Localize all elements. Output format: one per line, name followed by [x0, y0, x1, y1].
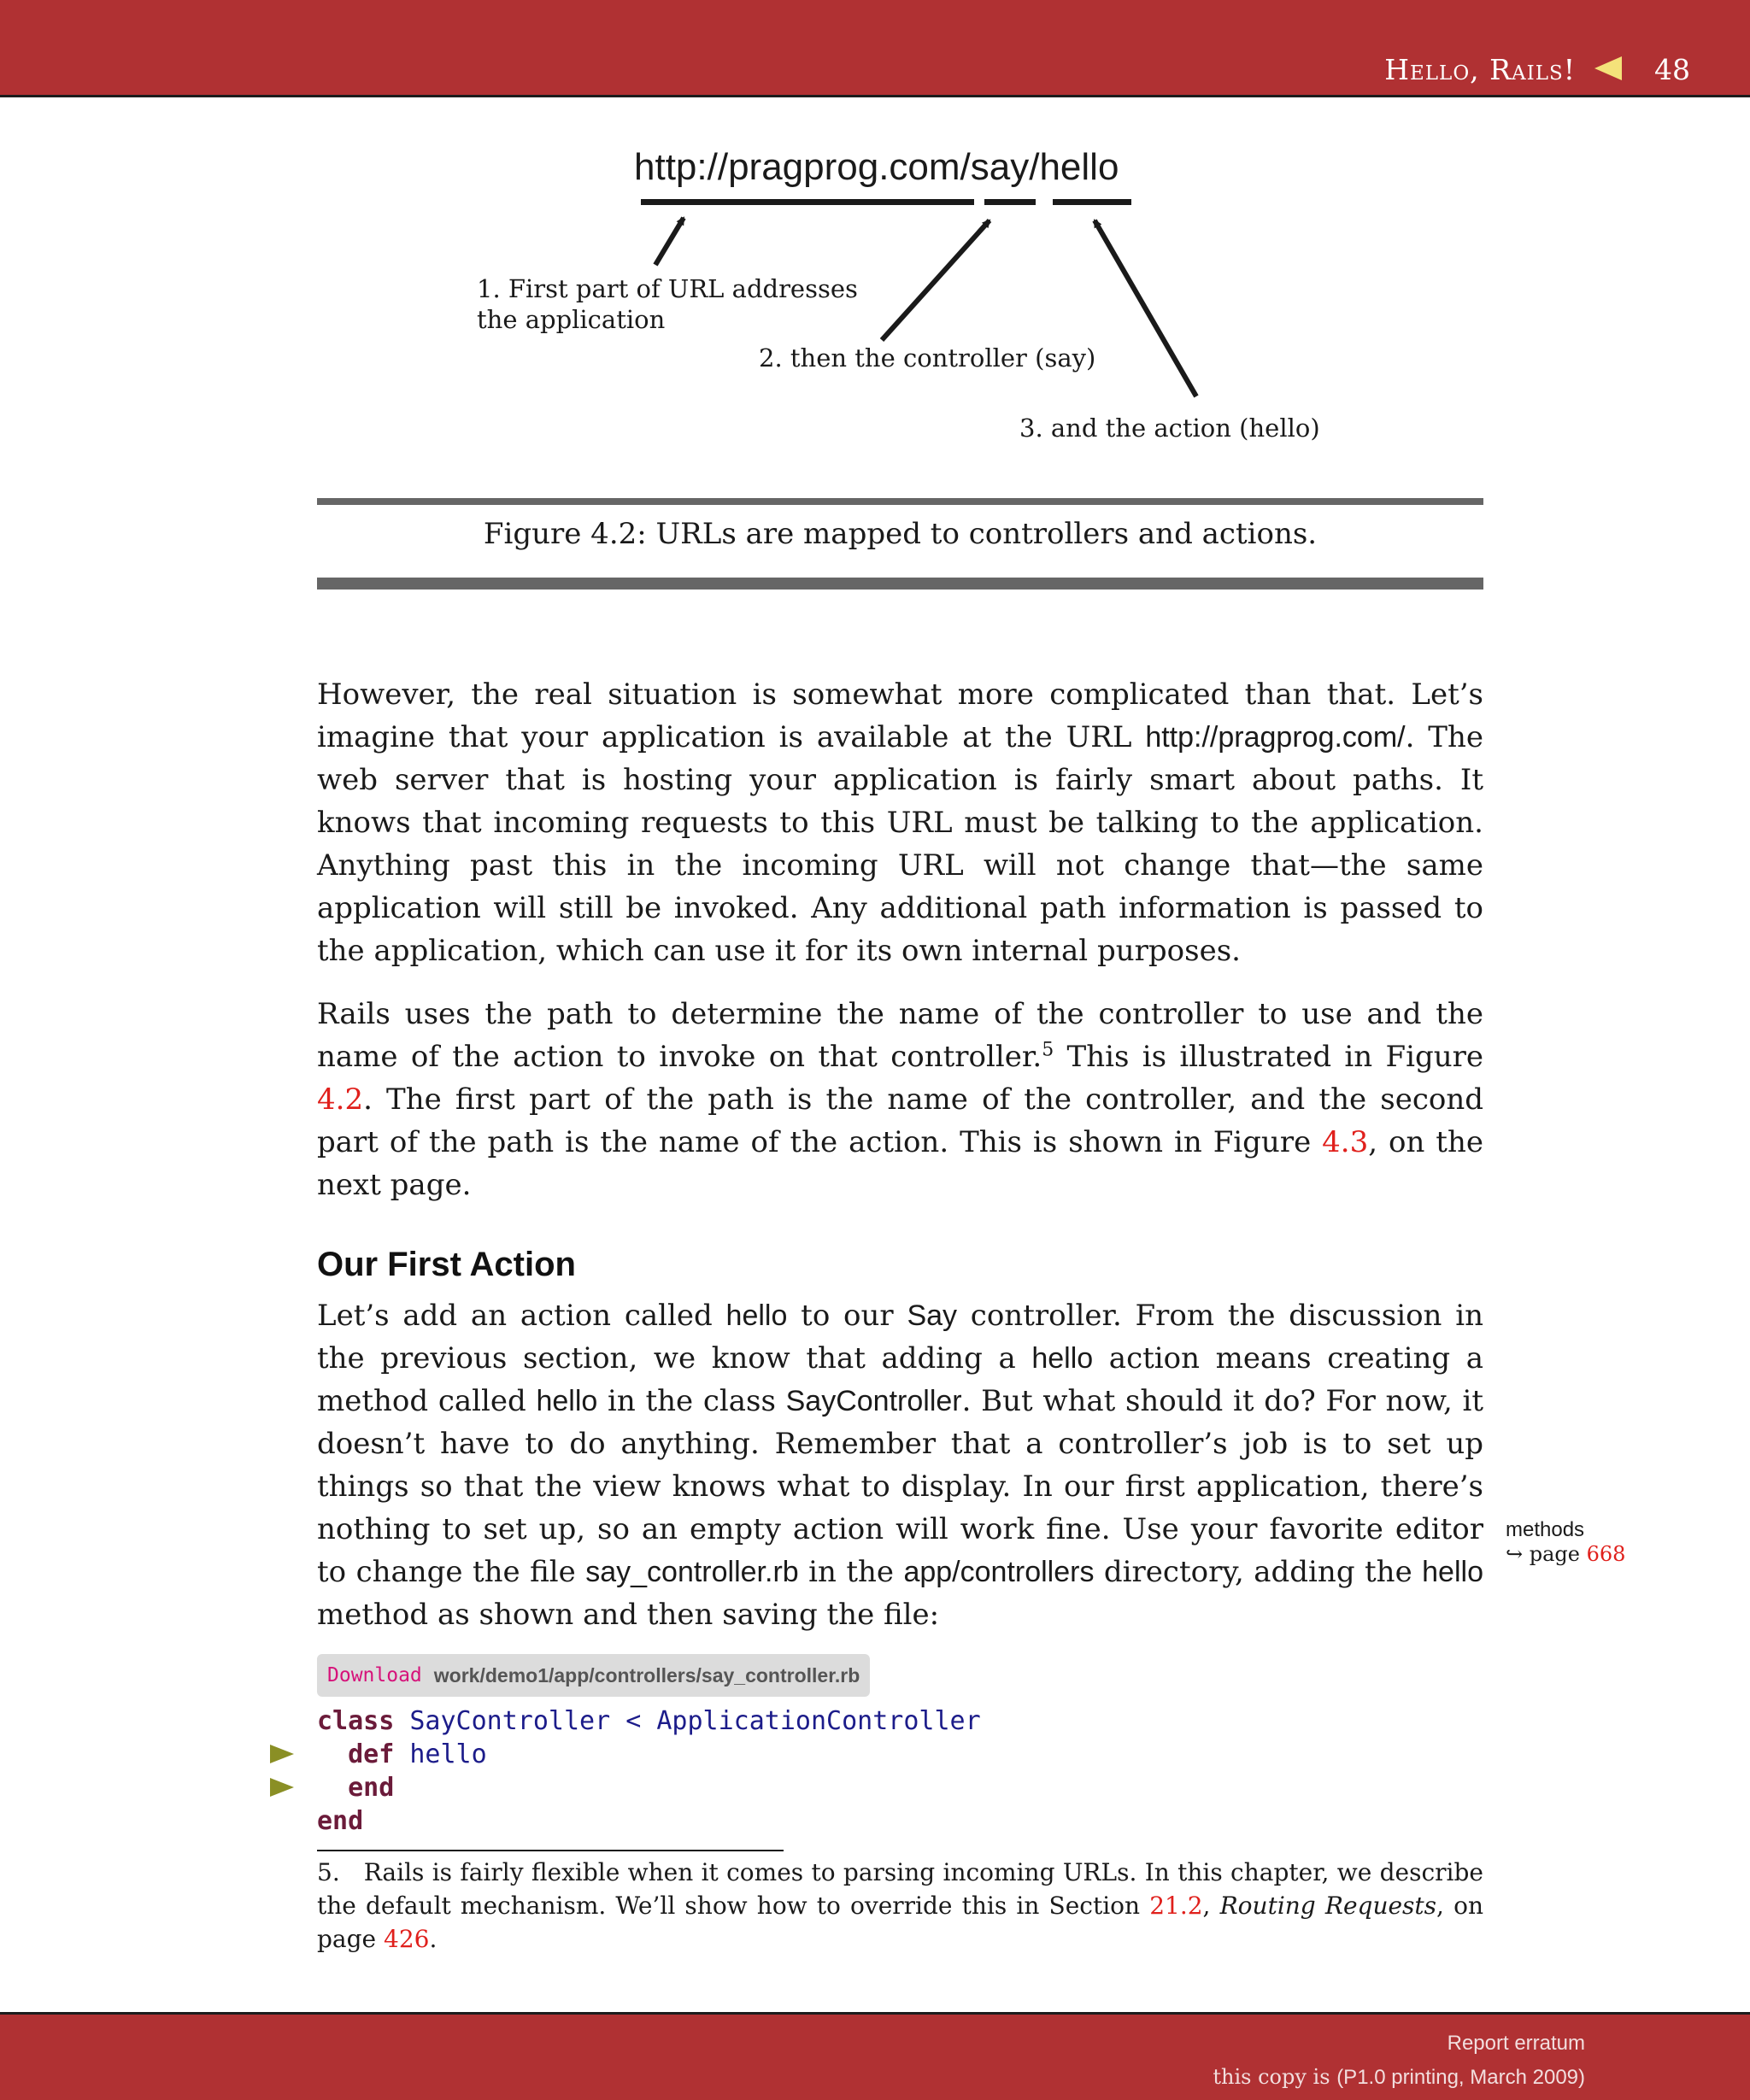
hook-arrow-icon: ↪ — [1506, 1542, 1524, 1566]
page-number: 48 — [1654, 53, 1690, 86]
download-tag[interactable] — [317, 1654, 870, 1697]
changed-line-marker-icon — [270, 1778, 294, 1797]
action-arrow — [1095, 220, 1196, 396]
figure-label-application: 1. First part of URL addresses — [477, 274, 858, 303]
page-426-link[interactable]: 426 — [384, 1925, 430, 1953]
paragraph-3: Let’s add an action called hello to our Say controller. From the discussion in the previous section, we know that adding a hello action means creating a method called hello in the class SayController. But what should it do? For now, it doesn’t have to do anything. Remember that a controller’s job is to set up things so that the view knows what to display. In our first application, there’s nothing to set up, so an empty action will work fine. Use your favorite editor to change the file say_controller.rb in the app/controllers directory, adding the hello method as shown and then saving the file: — [317, 1299, 1483, 1632]
figure-label-application-line2: the application — [477, 305, 666, 334]
inline-url: http://pragprog.com/ — [1145, 721, 1406, 754]
action-part-underline — [1053, 199, 1131, 205]
code-line: class SayController < ApplicationController — [317, 1706, 981, 1736]
margin-note: methods ↪ page 668 — [1506, 1517, 1677, 1567]
chapter-title: Hello, Rails! — [1384, 53, 1576, 86]
paragraph-1: However, the real situation is somewhat more complicated than that. Let’s imagine that your application is available at the URL http://pragprog.com/. The web server that is hosting your application is fairly smart about paths. It knows that incoming requests to this URL must be talking to the application. Anything past this in the incoming URL will not change that—the same application will still be invoked. Any additional path information is passed to the application, which can use it for its own internal purposes. — [317, 678, 1483, 968]
app-part-underline — [641, 199, 974, 205]
page-footer — [0, 2012, 1750, 2100]
figure-4-2-link[interactable]: 4.2 — [317, 1082, 364, 1117]
figure-rule-bottom — [317, 578, 1483, 590]
copy-info: this copy is (P1.0 printing, March 2009) — [1213, 2065, 1585, 2089]
figure-4-3-link[interactable]: 4.3 — [1322, 1125, 1369, 1159]
previous-page-arrow-icon[interactable] — [1594, 56, 1622, 80]
figure-rule-top — [317, 498, 1483, 505]
download-path: work/demo1/app/controllers/say_controller.rb — [433, 1663, 860, 1686]
page-header — [0, 0, 1750, 97]
footnote-divider — [317, 1850, 784, 1851]
section-link[interactable]: 21.2 — [1149, 1892, 1203, 1920]
figure-url: http://pragprog.com/say/hello — [634, 146, 1119, 188]
controller-arrow — [882, 220, 990, 340]
section-heading: Our First Action — [317, 1246, 576, 1283]
code-line: def hello — [317, 1738, 981, 1771]
footnote-marker[interactable]: 5 — [1042, 1039, 1054, 1061]
figure-label-controller: 2. then the controller (say) — [759, 343, 1096, 372]
url-mapping-figure — [0, 120, 1750, 478]
code-line: end — [317, 1806, 364, 1836]
app-arrow — [655, 218, 684, 265]
figure-label-action: 3. and the action (hello) — [1019, 414, 1320, 443]
code-listing — [317, 1704, 981, 1838]
controller-part-underline — [984, 199, 1036, 205]
margin-note-term: methods — [1506, 1518, 1585, 1541]
report-erratum-link[interactable]: Report erratum — [1447, 2032, 1585, 2055]
footnote: 5. Rails is fairly flexible when it comes to parsing incoming URLs. In this chapter, we describe the default mechanism. We’ll show how to override this in Section 21.2, Routing Requests, on page 426. — [317, 1858, 1483, 1953]
figure-caption: Figure 4.2: URLs are mapped to controllers and actions. — [483, 517, 1318, 551]
download-link[interactable]: Download — [327, 1664, 422, 1686]
paragraph-2: Rails uses the path to determine the name of the controller to use and the name of the action to invoke on that controller.$^5$ This is illustrated in Figure 4.2. The first part of the path is the name of the controller, and the second part of the path is the name of the action. This is shown in Figure 4.3, on the next page. — [317, 997, 1483, 1202]
margin-page-link[interactable]: 668 — [1586, 1542, 1626, 1566]
changed-line-marker-icon — [270, 1745, 294, 1763]
code-line: end — [317, 1771, 981, 1804]
